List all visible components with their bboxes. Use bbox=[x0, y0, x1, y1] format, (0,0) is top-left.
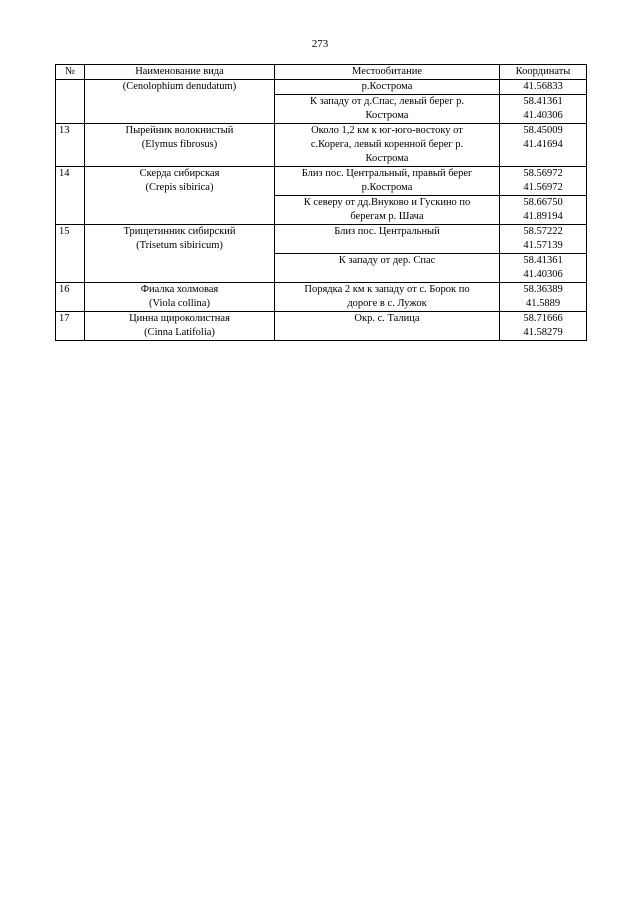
coordinates-cell bbox=[500, 167, 587, 196]
species-name-line: Цинна щироколистная bbox=[129, 313, 230, 324]
habitat-cell bbox=[275, 124, 500, 167]
coordinate-value: 41.40306 bbox=[523, 110, 563, 121]
habitat-cell bbox=[275, 225, 500, 254]
species-table bbox=[55, 64, 587, 341]
coordinates-cell bbox=[500, 283, 587, 312]
coordinate-value: 58.66750 bbox=[523, 197, 563, 208]
coordinate-value: 41.89194 bbox=[523, 211, 563, 222]
table-row bbox=[56, 80, 587, 95]
header-species-name: Наименование вида bbox=[85, 65, 275, 80]
coordinate-value: 58.71666 bbox=[523, 313, 563, 324]
species-name-line: Трищетинник сибирский bbox=[123, 226, 236, 237]
habitat-line: Близ пос. Центральный, правый берег bbox=[301, 168, 473, 179]
habitat-line: К западу от дер. Спас bbox=[338, 255, 436, 266]
coordinate-value: 58.36389 bbox=[523, 284, 563, 295]
habitat-cell bbox=[275, 312, 500, 341]
coordinate-value: 41.56972 bbox=[523, 182, 563, 193]
habitat-cell bbox=[275, 254, 500, 283]
habitat-line: Близ пос. Центральный bbox=[334, 226, 440, 237]
species-number-cell bbox=[56, 80, 85, 124]
species-number-cell: 13 bbox=[56, 124, 85, 167]
coordinate-value: 58.41361 bbox=[523, 96, 563, 107]
habitat-line: К северу от дд.Внуково и Гускино по bbox=[303, 197, 471, 208]
habitat-line: берегам р. Шача bbox=[350, 211, 424, 222]
habitat-cell bbox=[275, 80, 500, 95]
table-row bbox=[56, 312, 587, 341]
species-name-line: Пырейник волокнистый bbox=[125, 125, 234, 136]
habitat-cell bbox=[275, 196, 500, 225]
table-row bbox=[56, 167, 587, 196]
coordinates-cell bbox=[500, 124, 587, 167]
species-name-line: (Viola collina) bbox=[149, 298, 210, 309]
header-number: № bbox=[56, 65, 85, 80]
species-number-cell: 16 bbox=[56, 283, 85, 312]
habitat-line: Кострома bbox=[365, 110, 409, 121]
habitat-line: Кострома bbox=[365, 153, 409, 164]
coordinate-value: 41.41694 bbox=[523, 139, 563, 150]
coordinate-value: 58.56972 bbox=[523, 168, 563, 179]
coordinates-cell bbox=[500, 254, 587, 283]
table-header bbox=[56, 65, 587, 80]
coordinates-cell bbox=[500, 312, 587, 341]
header-habitat: Местообитание bbox=[275, 65, 500, 80]
species-name-cell bbox=[85, 80, 275, 124]
page-number: 273 bbox=[311, 38, 329, 50]
species-name-line: (Elymus fibrosus) bbox=[141, 139, 218, 150]
species-name-line: (Trisetum sibiricum) bbox=[136, 240, 223, 251]
species-name-line: (Crepis sibirica) bbox=[145, 182, 214, 193]
coordinate-value: 41.40306 bbox=[523, 269, 563, 280]
coordinate-value: 58.41361 bbox=[523, 255, 563, 266]
header-coordinates: Координаты bbox=[500, 65, 587, 80]
species-name-line: (Cinna Latifolia) bbox=[144, 327, 215, 338]
habitat-line: дороге в с. Лужок bbox=[347, 298, 427, 309]
coordinate-value: 58.45009 bbox=[523, 125, 563, 136]
species-name-cell bbox=[85, 225, 275, 283]
coordinates-cell bbox=[500, 225, 587, 254]
species-name-line: Фиалка холмовая bbox=[140, 284, 219, 295]
coordinate-value: 41.5889 bbox=[525, 298, 561, 309]
table-row bbox=[56, 124, 587, 167]
coordinates-cell bbox=[500, 95, 587, 124]
species-name-cell bbox=[85, 283, 275, 312]
species-name-line: (Cenolophium denudatum) bbox=[122, 81, 237, 92]
coordinates-cell bbox=[500, 196, 587, 225]
habitat-cell bbox=[275, 95, 500, 124]
habitat-cell bbox=[275, 283, 500, 312]
habitat-line: Около 1,2 км к юг-юго-востоку от bbox=[311, 125, 463, 136]
header-row bbox=[56, 65, 587, 80]
species-name-cell bbox=[85, 312, 275, 341]
habitat-line: Порядка 2 км к западу от с. Борок по bbox=[304, 284, 470, 295]
coordinate-value: 41.56833 bbox=[523, 81, 563, 92]
habitat-line: р.Кострома bbox=[361, 182, 413, 193]
coordinate-value: 58.57222 bbox=[523, 226, 563, 237]
species-number-cell: 14 bbox=[56, 167, 85, 225]
species-number-cell: 15 bbox=[56, 225, 85, 283]
table-body bbox=[56, 80, 587, 341]
table-row bbox=[56, 225, 587, 254]
habitat-line: Окр. с. Талица bbox=[354, 313, 420, 324]
table-row bbox=[56, 283, 587, 312]
coordinates-cell bbox=[500, 80, 587, 95]
coordinate-value: 41.58279 bbox=[523, 327, 563, 338]
species-number-cell: 17 bbox=[56, 312, 85, 341]
habitat-line: р.Кострома bbox=[361, 81, 413, 92]
coordinate-value: 41.57139 bbox=[523, 240, 563, 251]
species-name-cell bbox=[85, 167, 275, 225]
habitat-cell bbox=[275, 167, 500, 196]
habitat-line: с.Корега, левый коренной берег р. bbox=[310, 139, 464, 150]
habitat-line: К западу от д.Спас, левый берег р. bbox=[309, 96, 465, 107]
species-name-line: Скерда сибирская bbox=[139, 168, 220, 179]
species-name-cell bbox=[85, 124, 275, 167]
